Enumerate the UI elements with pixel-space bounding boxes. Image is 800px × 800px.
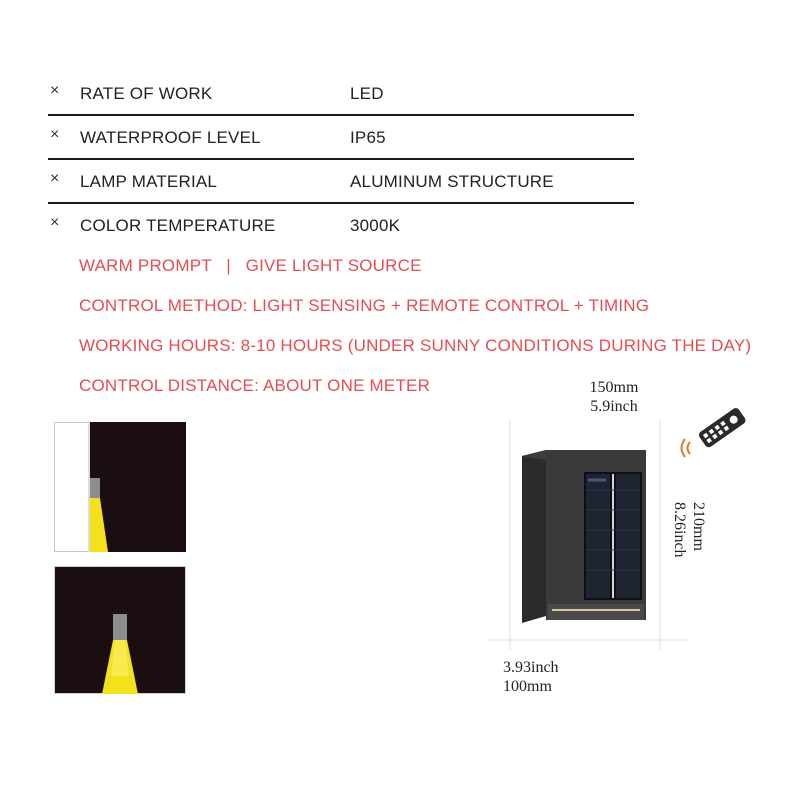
spec-table — [48, 72, 634, 246]
dimension-depth-inch: 3.93inch — [503, 659, 559, 676]
spec-value: ALUMINUM STRUCTURE — [350, 172, 554, 191]
spec-row — [48, 72, 634, 116]
wall-lamp-icon — [113, 614, 127, 640]
close-x-icon: × — [50, 214, 60, 231]
note-control-distance: CONTROL DISTANCE: ABOUT ONE METER — [79, 376, 431, 395]
dimension-height-inch: 8.26inch — [671, 502, 688, 558]
spec-value: 3000K — [350, 216, 401, 235]
note-control-method: CONTROL METHOD: LIGHT SENSING + REMOTE CONTROL + TIMING — [79, 296, 650, 315]
spec-row — [48, 160, 634, 204]
spec-value: IP65 — [350, 128, 386, 147]
dimension-width-inch: 5.9inch — [590, 398, 638, 415]
spec-label: LAMP MATERIAL — [80, 172, 218, 191]
spec-row — [48, 116, 634, 160]
spec-label: RATE OF WORK — [80, 84, 213, 103]
close-x-icon: × — [50, 126, 60, 143]
note-working-hours: WORKING HOURS: 8-10 HOURS (UNDER SUNNY CONDITIONS DURING THE DAY) — [79, 336, 752, 355]
wall-lamp-scene-front — [54, 566, 186, 694]
dimension-width-mm: 150mm — [589, 379, 639, 396]
spec-label: WATERPROOF LEVEL — [80, 128, 261, 147]
close-x-icon: × — [50, 82, 60, 99]
lamp-product-diagram — [488, 420, 688, 656]
note-warm-prompt: WARM PROMPT | GIVE LIGHT SOURCE — [79, 256, 422, 275]
dimension-height-mm: 210mm — [690, 502, 707, 551]
dimension-depth-mm: 100mm — [503, 678, 552, 695]
spec-row — [48, 204, 634, 246]
spec-label: COLOR TEMPERATURE — [80, 216, 276, 235]
dimension-depth — [503, 658, 559, 696]
dimension-height — [660, 502, 720, 558]
solar-panel-icon — [584, 472, 642, 600]
wall-lamp-icon — [90, 478, 100, 498]
spec-value: LED — [350, 84, 384, 103]
remote-control-icon — [676, 398, 756, 462]
signal-waves-icon — [682, 439, 691, 457]
wall-lamp-scene-side — [54, 422, 186, 552]
close-x-icon: × — [50, 170, 60, 187]
dimension-width — [566, 378, 662, 416]
